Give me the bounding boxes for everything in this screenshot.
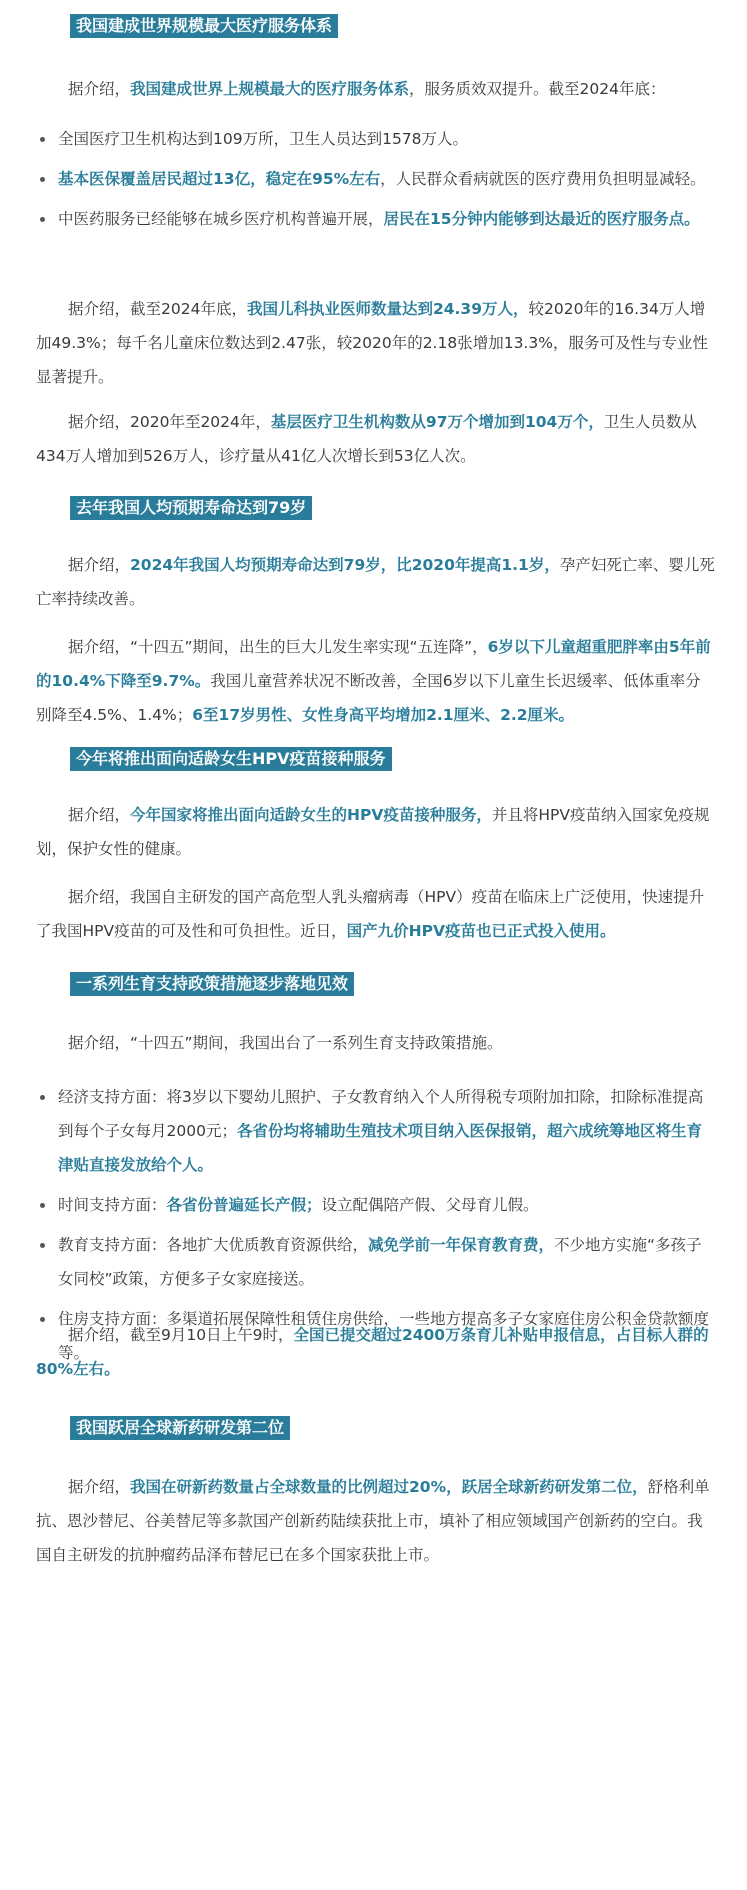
highlight-text: 6至17岁男性、女性身高平均增加2.1厘米、2.2厘米。 xyxy=(192,706,575,724)
paragraph xyxy=(36,1318,716,1386)
highlight-text: 各省份普遍延长产假； xyxy=(166,1196,322,1214)
paragraph xyxy=(36,880,716,948)
highlight-text: 我国儿科执业医师数量达到24.39万人， xyxy=(246,300,529,318)
list-item xyxy=(36,122,716,156)
text: 据介绍， xyxy=(68,806,131,824)
text: 据介绍， xyxy=(68,80,131,98)
text: 不少地方实施“多孩子女同校”政策，方便多子女家庭接送。 xyxy=(58,1236,702,1288)
highlight-text: 居民在15分钟内能够到达最近的医疗服务点。 xyxy=(383,210,700,228)
highlight-text: 国产九价HPV疫苗也已正式投入使用。 xyxy=(346,922,616,940)
paragraph xyxy=(36,72,716,106)
text: 据介绍，2020年至2024年， xyxy=(68,413,271,431)
highlight-text: 我国建成世界上规模最大的医疗服务体系 xyxy=(130,80,410,98)
text: ，服务质效双提升。截至2024年底： xyxy=(409,80,666,98)
text: 时间支持方面： xyxy=(58,1196,167,1214)
text: 据介绍，我国自主研发的国产高危型人乳头瘤病毒（HPV）疫苗在临床上广泛使用，快速提升了我国HPV疫苗的可及性和可负担性。近日， xyxy=(36,888,705,940)
paragraph xyxy=(36,1470,716,1572)
section-heading-life-expectancy: 去年我国人均预期寿命达到79岁 xyxy=(70,496,312,520)
section-heading-fertility-support: 一系列生育支持政策措施逐步落地见效 xyxy=(70,972,354,996)
section-heading-new-drugs: 我国跃居全球新药研发第二位 xyxy=(70,1416,290,1440)
text: 舒格利单抗、恩沙替尼、谷美替尼等多款国产创新药陆续获批上市，填补了相应领域国产创新药的空白。我国自主研发的抗肿瘤药品泽布替尼已在多个国家获批上市。 xyxy=(36,1478,710,1564)
text: 设立配偶陪产假、父母育儿假。 xyxy=(321,1196,539,1214)
text: 经济支持方面：将3岁以下婴幼儿照护、子女教育纳入个人所得税专项附加扣除，扣除标准提高到每个子女每月2000元； xyxy=(58,1088,704,1140)
paragraph xyxy=(36,798,716,866)
highlight-text: 6岁以下儿童超重肥胖率由5年前的10.4%下降至9.7%。 xyxy=(36,638,711,690)
paragraph xyxy=(36,292,716,394)
highlight-text: 2024年我国人均预期寿命达到79岁，比2020年提高1.1岁， xyxy=(130,556,560,574)
highlight-text: 基层医疗卫生机构数从97万个增加到104万个， xyxy=(270,413,604,431)
highlight-text: 减免学前一年保育教育费， xyxy=(368,1236,555,1254)
highlight-text: 我国在研新药数量占全球数量的比例超过20%，跃居全球新药研发第二位， xyxy=(130,1478,648,1496)
highlight-text: 各省份均将辅助生殖技术项目纳入医保报销，超六成统筹地区将生育津贴直接发放给个人。 xyxy=(58,1122,702,1174)
list-item xyxy=(36,1228,716,1296)
text: ，人民群众看病就医的医疗费用负担明显减轻。 xyxy=(380,170,706,188)
paragraph xyxy=(36,548,716,616)
text: 教育支持方面：各地扩大优质教育资源供给， xyxy=(58,1236,369,1254)
text: 全国医疗卫生机构达到109万所，卫生人员达到1578万人。 xyxy=(58,130,469,148)
text: 我国儿童营养状况不断改善，全国6岁以下儿童生长迟缓率、低体重率分别降至4.5%、1.4%； xyxy=(36,672,701,724)
highlight-text: 今年国家将推出面向适龄女生的HPV疫苗接种服务， xyxy=(130,806,492,824)
text: 据介绍，“十四五”期间，我国出台了一系列生育支持政策措施。 xyxy=(68,1034,503,1052)
section-heading-medical-system: 我国建成世界规模最大医疗服务体系 xyxy=(70,14,338,38)
list-item xyxy=(36,1188,716,1222)
text: 据介绍， xyxy=(68,1478,131,1496)
text: 据介绍，截至9月10日上午9时， xyxy=(68,1326,294,1344)
highlight-text: 全国已提交超过2400万条育儿补贴申报信息，占目标人群的80%左右。 xyxy=(36,1326,709,1378)
text: 卫生人员数从434万人增加到526万人，诊疗量从41亿人次增长到53亿人次。 xyxy=(36,413,697,465)
section-heading-hpv-vaccine: 今年将推出面向适龄女生HPV疫苗接种服务 xyxy=(70,747,392,771)
bullet-list xyxy=(36,122,716,242)
text: 据介绍， xyxy=(68,556,131,574)
list-item xyxy=(36,1080,716,1182)
text: 较2020年的16.34万人增加49.3%；每千名儿童床位数达到2.47张，较2020年的2.18张增加13.3%，服务可及性与专业性显著提升。 xyxy=(36,300,708,386)
paragraph xyxy=(36,630,716,732)
text: 据介绍，“十四五”期间，出生的巨大儿发生率实现“五连降”， xyxy=(68,638,488,656)
text: 据介绍，截至2024年底， xyxy=(68,300,247,318)
list-item xyxy=(36,162,716,196)
paragraph xyxy=(36,405,716,473)
text: 并且将HPV疫苗纳入国家免疫规划，保护女性的健康。 xyxy=(36,806,710,858)
text: 中医药服务已经能够在城乡医疗机构普遍开展， xyxy=(58,210,384,228)
highlight-text: 基本医保覆盖居民超过13亿，稳定在95%左右 xyxy=(58,170,381,188)
text: 住房支持方面：多渠道拓展保障性租赁住房供给，一些地方提高多子女家庭住房公积金贷款额度等。 xyxy=(58,1310,710,1362)
paragraph xyxy=(36,1026,716,1060)
list-item xyxy=(36,202,716,236)
text: 孕产妇死亡率、婴儿死亡率持续改善。 xyxy=(36,556,715,608)
